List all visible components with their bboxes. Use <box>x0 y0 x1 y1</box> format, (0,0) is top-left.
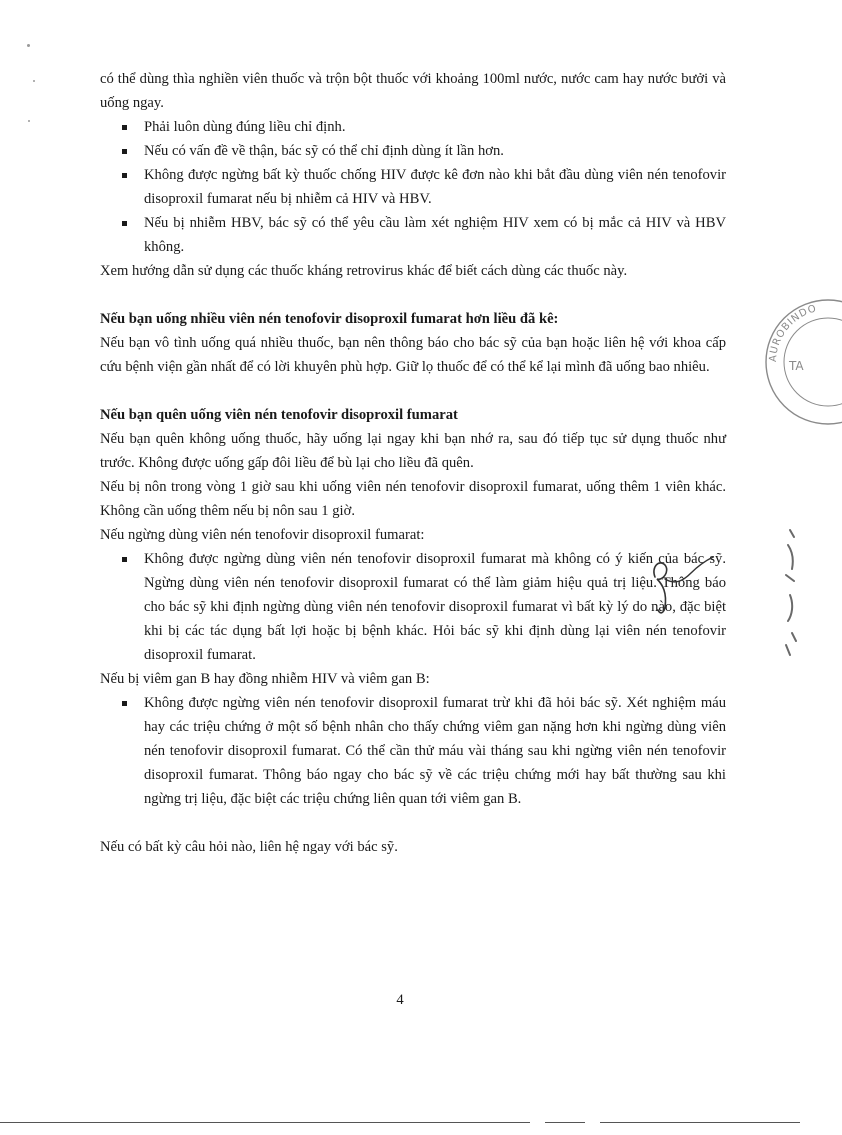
signature-mark <box>645 555 715 617</box>
footer-rule <box>0 1122 530 1123</box>
list-item-text: Phải luôn dùng đúng liều chỉ định. <box>144 119 346 135</box>
stamp-text-inner: TA <box>789 359 804 373</box>
scan-speck <box>27 44 30 47</box>
section-spacer <box>100 811 726 835</box>
hepatitis-intro: Nếu bị viêm gan B hay đồng nhiễm HIV và viêm gan B: <box>100 671 430 687</box>
stamp-text-top: AUROBINDO <box>767 303 819 363</box>
intro-paragraph: có thể dùng thìa nghiền viên thuốc và trộn bột thuốc với khoảng 100ml nước, nước cam hay nước bưởi và uống ngay. <box>100 71 726 111</box>
stop-intro: Nếu ngừng dùng viên nén tenofovir disoproxil fumarat: <box>100 527 425 543</box>
page-number: 4 <box>396 992 404 1008</box>
scan-speck <box>28 120 30 122</box>
scan-speck <box>33 80 35 82</box>
list-item <box>100 115 726 139</box>
list-item-text: Nếu bị nhiễm HBV, bác sỹ có thể yêu cầu làm xét nghiệm HIV xem có bị mắc cả HIV và HBV không. <box>144 215 726 255</box>
list-item-text: Không được ngừng bất kỳ thuốc chống HIV được kê đơn nào khi bắt đầu dùng viên nén tenofovir disoproxil fumarat nếu bị nhiễm cả HIV và HBV. <box>144 167 726 207</box>
body-text <box>100 67 726 859</box>
bullet-icon <box>122 221 127 226</box>
margin-stamp-fragment <box>770 525 800 665</box>
footer-rule <box>600 1122 800 1123</box>
forgot-heading: Nếu bạn quên uống viên nén tenofovir disoproxil fumarat <box>100 407 458 423</box>
list-item-text: Không được ngừng dùng viên nén tenofovir disoproxil fumarat mà không có ý kiến của bác sỹ. Ngừng dùng viên nén tenofovir disoproxil fumarat có thể làm giảm hiệu quả trị liệu. Thông báo cho bác sỹ khi định ngừng dùng viên nén tenofovir disoproxil fumarat vì bất kỳ lý do nào, đặc biệt khi bị các tác dụng bất lợi hoặc bị bệnh khác. Hỏi bác sỹ khi định dùng lại viên nén tenofovir disoproxil fumarat. <box>144 551 726 663</box>
hepatitis-bullet-list <box>100 691 726 811</box>
list-item-text: Không được ngừng viên nén tenofovir disoproxil fumarat trừ khi đã hỏi bác sỹ. Xét nghiệm máu hay các triệu chứng ở một số bệnh nhân cho thấy chứng viêm gan nặng hơn khi ngừng dùng viên nén tenofovir disoproxil fumarat. Có thể cần thử máu vài tháng sau khi ngừng viên nén tenofovir disoproxil fumarat. Thông báo ngay cho bác sỹ về các triệu chứng mới hay bất thường sau khi ngừng trị liệu, đặc biệt các triệu chứng liên quan tới viêm gan B. <box>144 695 726 807</box>
bullet-icon <box>122 125 127 130</box>
bullet-icon <box>122 173 127 178</box>
section-spacer <box>100 379 726 403</box>
section-spacer <box>100 283 726 307</box>
stop-bullet-list <box>100 547 726 667</box>
list-item <box>100 163 726 211</box>
list-item <box>100 547 726 667</box>
vomit-paragraph: Nếu bị nôn trong vòng 1 giờ sau khi uống viên nén tenofovir disoproxil fumarat, uống thêm 1 viên khác. Không cần uống thêm nếu bị nôn sau 1 giờ. <box>100 479 726 519</box>
bullet-icon <box>122 149 127 154</box>
overdose-heading: Nếu bạn uống nhiều viên nén tenofovir disoproxil fumarat hơn liều đã kê: <box>100 311 559 327</box>
list-item <box>100 691 726 811</box>
overdose-text: Nếu bạn vô tình uống quá nhiều thuốc, bạn nên thông báo cho bác sỹ của bạn hoặc liên hệ với khoa cấp cứu bệnh viện gần nhất để có lời khuyên phù hợp. Giữ lọ thuốc để có thể kể lại mình đã uống bao nhiêu. <box>100 335 726 375</box>
company-stamp <box>762 296 842 426</box>
intro-note: Xem hướng dẫn sử dụng các thuốc kháng retrovirus khác để biết cách dùng các thuốc này. <box>100 263 628 279</box>
bullet-icon <box>122 701 127 706</box>
list-item-text: Nếu có vấn đề về thận, bác sỹ có thể chỉ định dùng ít lần hơn. <box>144 143 504 159</box>
forgot-paragraph: Nếu bạn quên không uống thuốc, hãy uống lại ngay khi bạn nhớ ra, sau đó tiếp tục sử dụng thuốc như trước. Không được uống gấp đôi liều để bù lại cho liều đã quên. <box>100 431 726 471</box>
list-item <box>100 211 726 259</box>
list-item <box>100 139 726 163</box>
svg-text:AUROBINDO <box>768 303 818 362</box>
footer-rule <box>545 1122 585 1123</box>
bullet-icon <box>122 557 127 562</box>
closing-text: Nếu có bất kỳ câu hỏi nào, liên hệ ngay với bác sỹ. <box>100 839 398 855</box>
intro-bullet-list <box>100 115 726 259</box>
